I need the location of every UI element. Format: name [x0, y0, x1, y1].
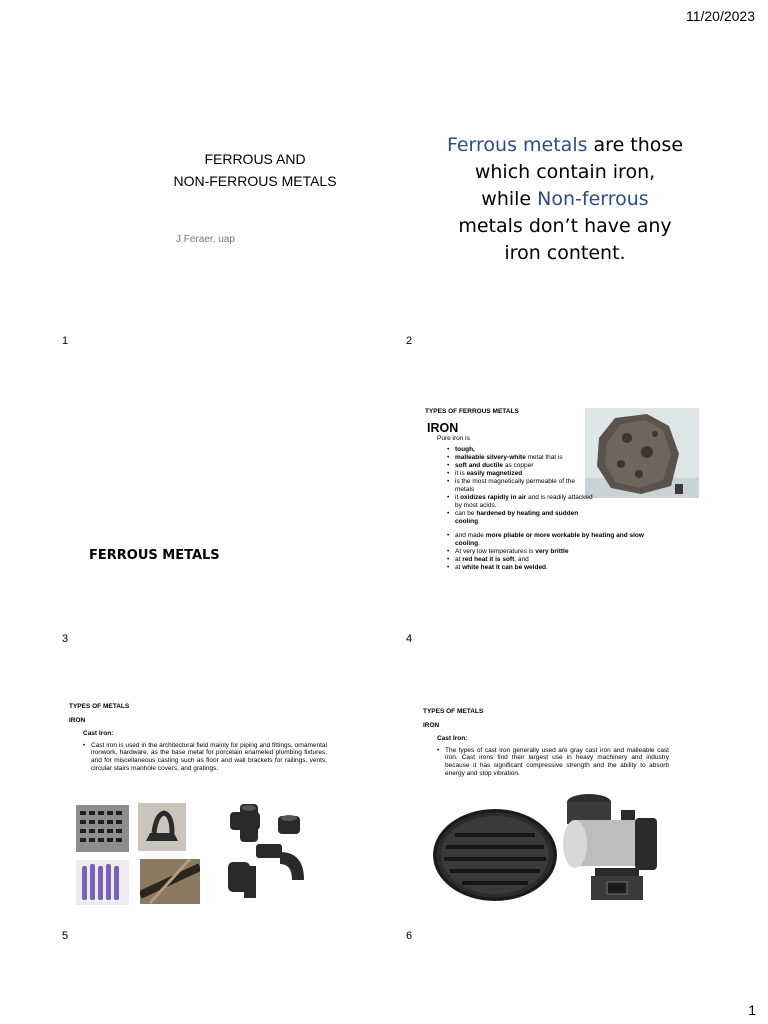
slide3-number: 3 [62, 633, 69, 645]
slide6-header: TYPES OF METALS [423, 708, 484, 715]
slide5-content [69, 703, 327, 772]
slide2-text-5: iron content. [504, 242, 626, 264]
slide4-content [425, 408, 715, 572]
slide3-title: FERROUS METALS [89, 548, 220, 563]
pipes-photo [76, 860, 129, 905]
slide2-text-1: are those [587, 134, 684, 156]
slide1-title-line2: NON-FERROUS METALS [173, 173, 337, 189]
slide5-text: • Cast iron is used in the architectural field mainly for piping and fittings, ornamental ironwork, hardware, as the base metal for porcelain enameled plumbing fixtures, and for miscellaneous casting such as floor and wall brackets for railings, vents, circular stairs manhole covers, and gratings. [83, 742, 327, 772]
slide4-title: IRON [427, 421, 459, 435]
slide6-text: • The types of cast iron generally used are gray cast iron and malleable cast iron. Cast irons find their largest use in heavy machinery and industry because it has significant compressive strength and the ability to absorb energy and stop vibration. [437, 747, 669, 777]
drain-grate-photo [430, 805, 560, 905]
slide5-number: 5 [62, 930, 69, 942]
clothes-iron-photo [138, 803, 186, 851]
ferrous-term: Ferrous metals [446, 134, 588, 156]
list-item: • and made more pliable or more workable by heating and slow cooling. [455, 532, 665, 548]
slide1-number: 1 [62, 335, 69, 347]
list-item: • at white heat it can be welded. [455, 564, 665, 572]
non-ferrous-term: Non-ferrous [537, 188, 649, 210]
slide2-definition [410, 132, 720, 267]
slide2-text-3: while [481, 188, 538, 210]
slide4-number: 4 [406, 633, 413, 645]
page-number: 1 [748, 1002, 756, 1018]
list-item: • it is easily magnetized [455, 470, 595, 478]
slide4-header: TYPES OF FERROUS METALS [425, 408, 519, 415]
grating-photo [76, 805, 129, 852]
cast-iron-drain-fitting-photo [555, 790, 675, 905]
slide5-header: TYPES OF METALS [69, 703, 130, 710]
slide6-sub1: IRON [423, 721, 440, 729]
buried-pipe-photo [140, 859, 200, 904]
iron-properties-list [425, 446, 715, 526]
slide1-author: J Feraer, uap [176, 234, 235, 245]
slide2-text-2: which contain iron, [474, 161, 656, 183]
slide6-number: 6 [406, 930, 413, 942]
slide5-sub2: Cast Iron: [83, 730, 114, 738]
slide6-sub2: Cast Iron: [437, 735, 468, 743]
list-item: • At very low temperatures is very brittle [455, 548, 665, 556]
list-item: • can be hardened by heating and sudden cooling [455, 510, 595, 526]
list-item: • it oxidizes rapidly in air and is readily attacked by most acids. [455, 494, 595, 510]
slide2-number: 2 [406, 335, 413, 347]
slide2-text-4: metals don’t have any [458, 215, 672, 237]
list-item: • at red heat it is soft, and [455, 556, 665, 564]
slide6-content [423, 708, 669, 777]
slide1-title [150, 148, 360, 192]
list-item: • is the most magnetically permeable of the metals [455, 478, 595, 494]
slide1-title-line1: FERROUS AND [204, 151, 306, 167]
list-item: • soft and ductile as copper [455, 462, 595, 470]
list-item: • malleable silvery-white metal that is [455, 454, 595, 462]
print-date: 11/20/2023 [685, 8, 755, 24]
slide5-sub1: IRON [69, 716, 86, 724]
pipe-fittings-photo [222, 800, 310, 908]
slide4-intro: Pure iron is [437, 435, 470, 442]
list-item: • tough, [455, 446, 595, 454]
iron-properties-list-2 [425, 532, 715, 572]
